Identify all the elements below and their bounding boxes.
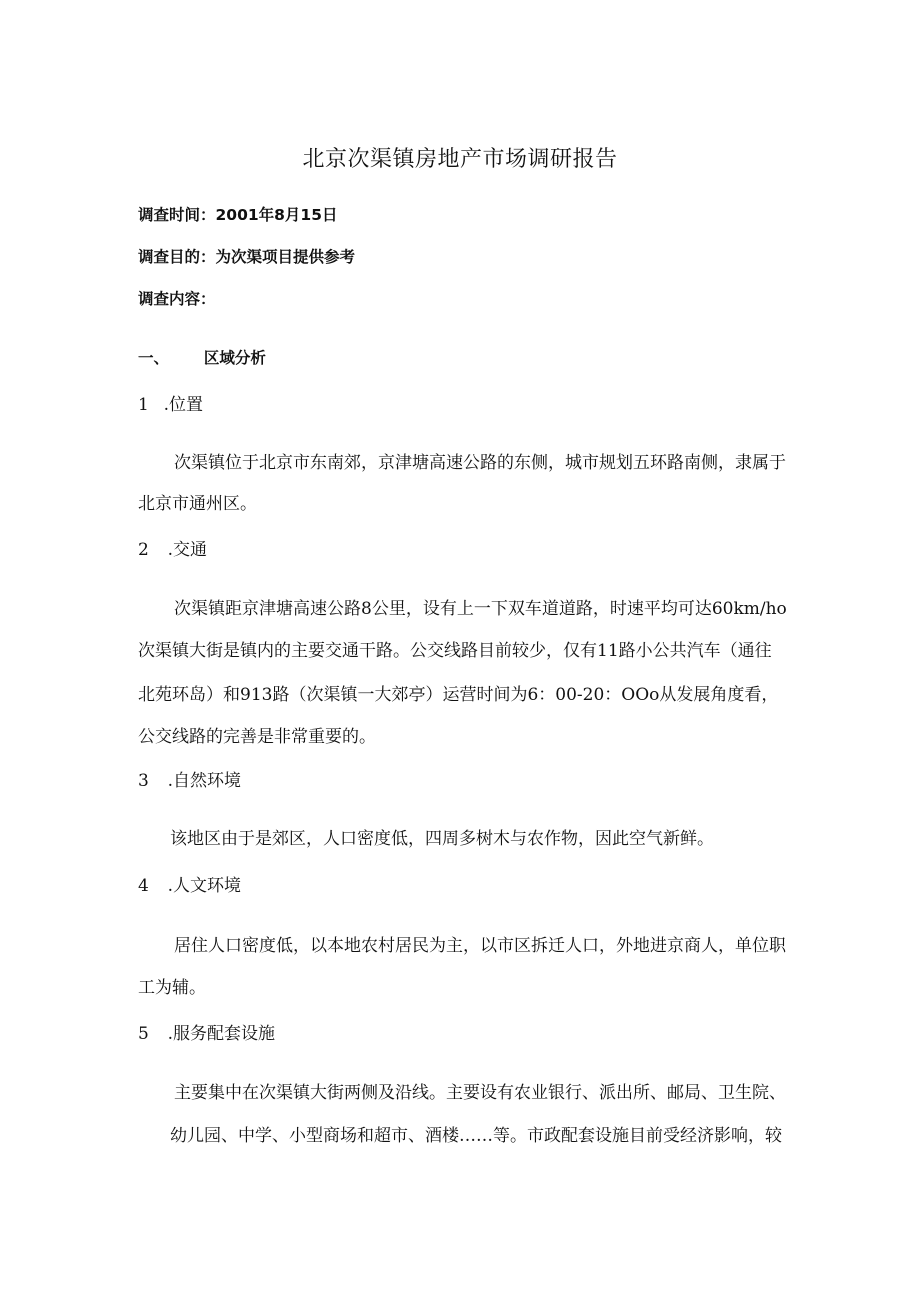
subheading-natural-environment <box>138 770 241 792</box>
paragraph-line: 次渠镇大街是镇内的主要交通干路。公交线路目前较少，仅有11路小公共汽车（通往 <box>138 641 772 661</box>
paragraph-line: 该地区由于是郊区，人口密度低，四周多树木与农作物，因此空气新鲜。 <box>170 829 714 849</box>
subheading-title: .位置 <box>163 395 204 415</box>
subheading-social-environment <box>138 875 241 897</box>
subheading-title: .服务配套设施 <box>167 1024 276 1044</box>
subheading-transport <box>138 539 207 561</box>
paragraph-line: 居住人口密度低，以本地农村居民为主，以市区拆迁人口，外地进京商人，单位职 <box>174 936 786 956</box>
paragraph-line: 北苑环岛）和913路（次渠镇一大郊亭）运营时间为6：00-20：OOo从发展角度看， <box>138 685 779 705</box>
subheading-number: 5 <box>138 1024 149 1044</box>
subheading-location <box>138 394 203 416</box>
survey-date: 调查时间：2001年8月15日 <box>138 206 338 224</box>
subheading-number: 3 <box>138 771 149 791</box>
subheading-number: 4 <box>138 876 149 896</box>
paragraph-line: 公交线路的完善是非常重要的。 <box>138 727 376 747</box>
subheading-title: .交通 <box>167 540 208 560</box>
document-title: 北京次渠镇房地产市场调研报告 <box>302 147 618 172</box>
paragraph-line: 幼儿园、中学、小型商场和超市、酒楼……等。市政配套设施目前受经济影响，较 <box>170 1126 782 1146</box>
subheading-title: .人文环境 <box>167 876 242 896</box>
subheading-title: .自然环境 <box>167 771 242 791</box>
section-number: 一、 <box>138 349 170 367</box>
survey-content-label: 调查内容： <box>138 290 216 308</box>
paragraph-line: 北京市通州区。 <box>138 494 257 514</box>
paragraph-line: 工为辅。 <box>138 978 206 998</box>
subheading-number: 1 <box>138 395 149 415</box>
paragraph-line: 次渠镇距京津塘高速公路8公里，设有上一下双车道道路，时速平均可达60km∕ho <box>174 599 787 619</box>
paragraph-line: 次渠镇位于北京市东南郊，京津塘高速公路的东侧，城市规划五环路南侧，隶属于 <box>174 453 786 473</box>
subheading-services <box>138 1023 275 1045</box>
section-title: 区域分析 <box>203 349 266 367</box>
section-heading <box>138 347 266 369</box>
paragraph-line: 主要集中在次渠镇大街两侧及沿线。主要设有农业银行、派出所、邮局、卫生院、 <box>174 1083 786 1103</box>
subheading-number: 2 <box>138 540 149 560</box>
survey-purpose: 调查目的：为次渠项目提供参考 <box>138 248 356 266</box>
